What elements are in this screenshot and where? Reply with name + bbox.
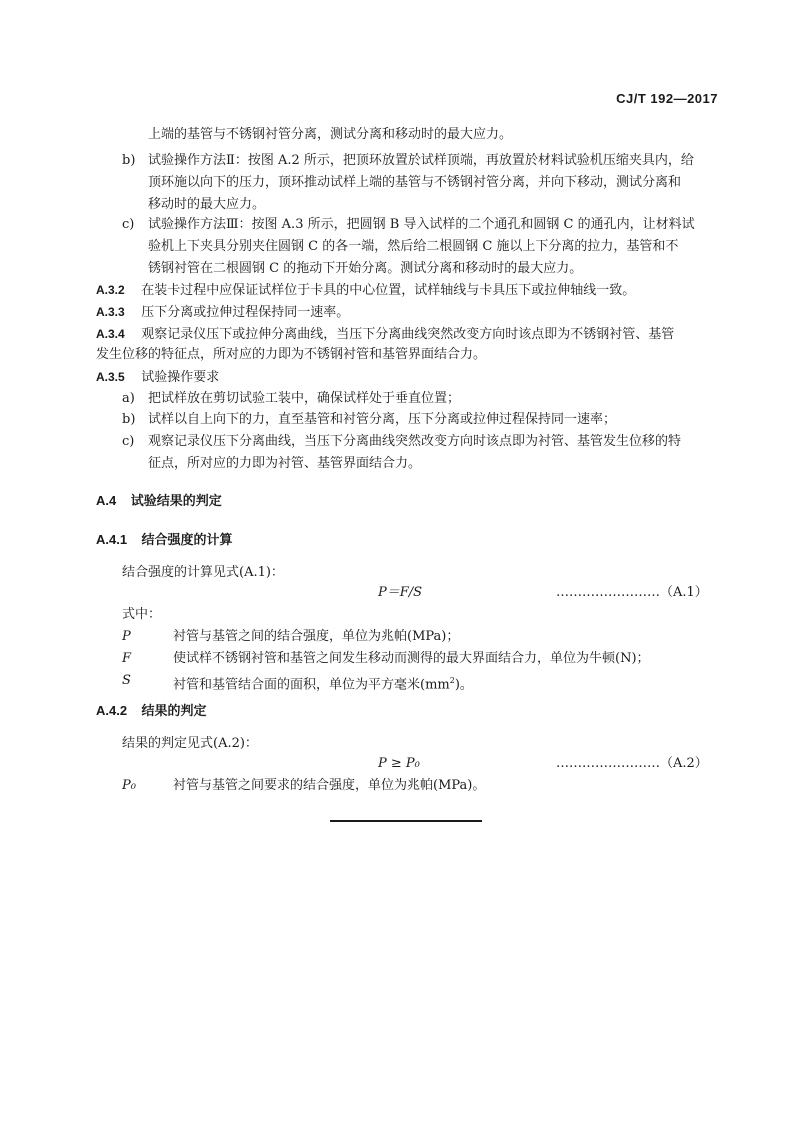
a35-item-a-text: 把试样放在剪切试验工装中，确保试样处于垂直位置； <box>148 391 461 406</box>
item-b-line1: 试验操作方法Ⅱ：按图 A.2 所示，把顶环放置於试样顶端，再放置於材料试验机压缩夹具内，给 <box>148 153 694 168</box>
clause-a32 <box>96 281 635 300</box>
section-a42-number: A.4.2 <box>96 703 128 718</box>
where-label: 式中： <box>122 607 162 622</box>
var-p0-symbol: P₀ <box>122 778 136 793</box>
section-a41-heading <box>96 531 233 549</box>
a35-item-b-text: 试样以自上向下的力，直至基管和衬管分离，压下分离或拉伸过程保持同一速率； <box>148 412 617 427</box>
clause-a33 <box>96 303 349 322</box>
end-rule <box>330 820 482 822</box>
var-p0-desc: 衬管与基管之间要求的结合强度，单位为兆帕(MPa)。 <box>173 778 486 793</box>
item-b-line3: 移动时的最大应力。 <box>148 197 266 212</box>
a35-item-c-line1: 观察记录仪压下分离曲线，当压下分离曲线突然改变方向时该点即为衬管、基管发生位移的特 <box>148 434 682 449</box>
a35-item-b-label: b) <box>122 412 136 427</box>
clause-a33-number: A.3.3 <box>96 305 125 319</box>
a42-intro: 结果的判定见式(A.2)： <box>122 736 258 751</box>
section-a42-title: 结果的判定 <box>141 703 207 718</box>
a31-continuation: 上端的基管与不锈钢衬管分离，测试分离和移动时的最大应力。 <box>148 127 513 142</box>
var-p-symbol: P <box>122 629 131 644</box>
clause-a34-line2: 发生位移的特征点，所对应的力即为不锈钢衬管和基管界面结合力。 <box>96 347 487 362</box>
var-f-desc: 使试样不锈钢衬管和基管之间发生移动而测得的最大界面结合力，单位为牛顿(N)； <box>173 651 650 666</box>
var-s-symbol: S <box>122 673 131 688</box>
formula-a1: P＝F/S <box>378 585 423 600</box>
a35-item-c-line2: 征点，所对应的力即为衬管、基管界面结合力。 <box>148 456 422 471</box>
section-a4-number: A.4 <box>96 493 117 508</box>
item-c-line2: 验机上下夹具分别夹住圆钢 C 的各一端，然后给二根圆钢 C 施以上下分离的拉力，基管和不 <box>148 239 679 254</box>
item-c-line1: 试验操作方法Ⅲ：按图 A.3 所示，把圆钢 B 导入试样的二个通孔和圆钢 C 的通孔内，让材料试 <box>148 217 695 232</box>
formula-a1-ref: ……………………（A.1） <box>556 585 708 600</box>
section-a4-title: 试验结果的判定 <box>130 493 222 508</box>
a35-item-c-label: c) <box>122 434 135 449</box>
clause-a33-text: 压下分离或拉伸过程保持同一速率。 <box>141 305 350 320</box>
section-a41-title: 结合强度的计算 <box>141 532 233 547</box>
formula-a2: P ≥ P₀ <box>378 756 420 771</box>
item-c-line3: 锈钢衬管在二根圆钢 C 的拖动下开始分离。测试分离和移动时的最大应力。 <box>148 261 583 276</box>
clause-a35-title: 试验操作要求 <box>141 370 220 385</box>
clause-a34-number: A.3.4 <box>96 327 125 341</box>
clause-a34-line1: 观察记录仪压下或拉伸分离曲线，当压下分离曲线突然改变方向时该点即为不锈钢衬管、基管 <box>141 327 675 342</box>
var-p-desc: 衬管与基管之间的结合强度，单位为兆帕(MPa)； <box>173 629 460 644</box>
var-f-symbol: F <box>122 651 132 666</box>
section-a4-heading <box>96 492 222 510</box>
a35-item-a-label: a) <box>122 391 135 406</box>
clause-a35 <box>96 368 219 387</box>
document-code-header: CJ/T 192—2017 <box>616 91 718 106</box>
section-a41-number: A.4.1 <box>96 532 128 547</box>
var-s-desc <box>173 672 473 694</box>
clause-a34 <box>96 325 674 344</box>
clause-a32-text: 在装卡过程中应保证试样位于卡具的中心位置，试样轴线与卡具压下或拉伸轴线一致。 <box>141 283 636 298</box>
formula-a2-ref: ……………………（A.2） <box>556 756 708 771</box>
item-b-line2: 顶环施以向下的压力，顶环推动试样上端的基管与不锈钢衬管分离，并向下移动，测试分离和 <box>148 175 682 190</box>
item-c-label: c) <box>122 217 135 232</box>
clause-a32-number: A.3.2 <box>96 283 125 297</box>
section-a42-heading <box>96 702 207 720</box>
var-s-desc-sup: 2 <box>449 676 455 685</box>
a41-intro: 结合强度的计算见式(A.1)： <box>122 565 284 580</box>
item-b-label: b) <box>122 153 136 168</box>
var-s-desc-text: 衬管和基管结合面的面积，单位为平方毫米(mm <box>173 677 450 693</box>
clause-a35-number: A.3.5 <box>96 370 125 384</box>
var-s-desc-tail: )。 <box>454 677 473 693</box>
